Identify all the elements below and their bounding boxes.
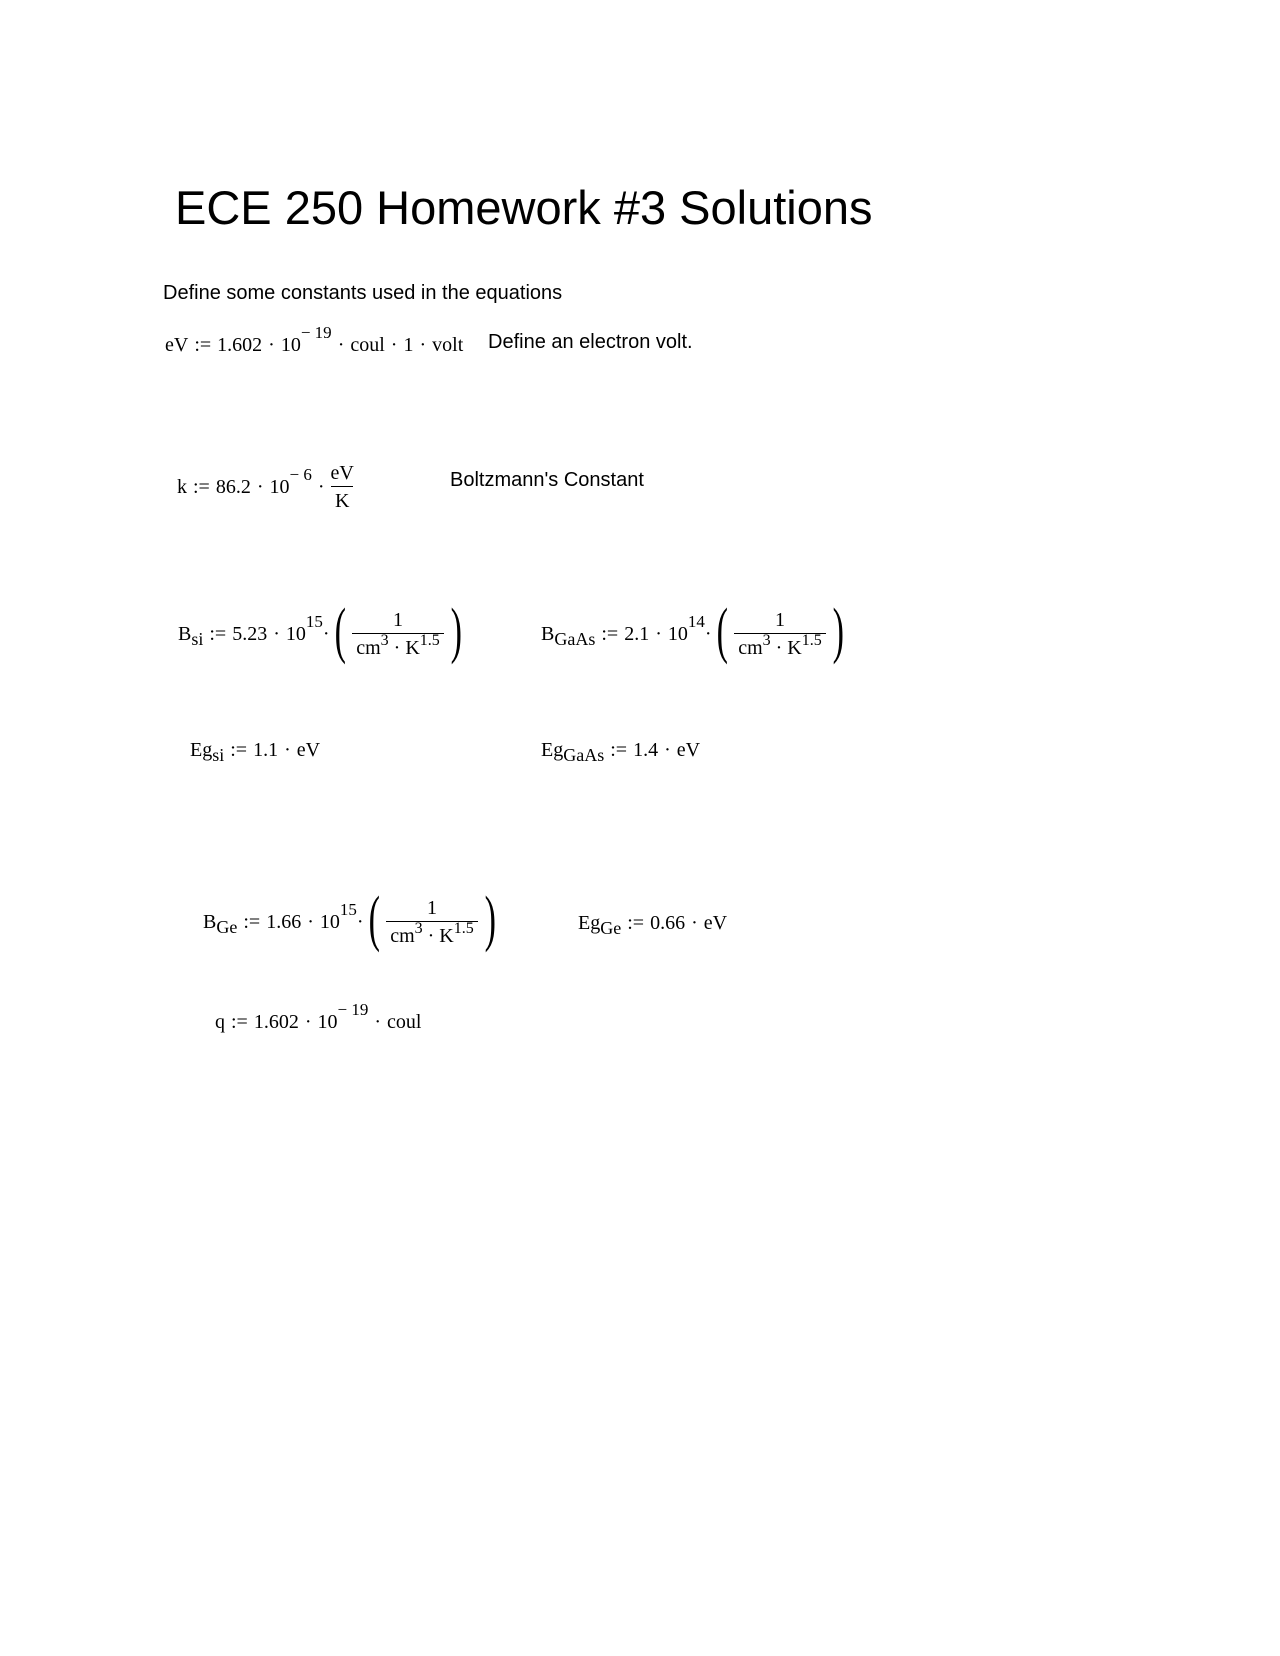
egsi-lhs: Eg — [190, 739, 213, 761]
k-fraction — [327, 463, 358, 511]
egge-assign: := — [627, 912, 645, 934]
egsi-dot: · — [284, 739, 291, 761]
eggaas-equation — [541, 735, 700, 765]
k-dot-2: · — [317, 476, 325, 498]
k-base: 10 — [269, 476, 290, 498]
bge-dot-2: · — [356, 911, 364, 933]
bgaas-base: 10 — [667, 623, 688, 645]
q-assign: := — [231, 1011, 248, 1033]
bge-equation — [203, 882, 500, 962]
bgaas-assign: := — [601, 623, 619, 645]
egge-unit: eV — [703, 912, 728, 934]
k-denominator: K — [331, 486, 353, 511]
egsi-value: 1.1 — [253, 739, 279, 761]
bgaas-den-k-exp: 1.5 — [801, 632, 822, 649]
egsi-unit: eV — [296, 739, 321, 761]
bgaas-den-k: K — [787, 637, 802, 659]
bgaas-left-paren: ( — [716, 597, 728, 665]
bge-numerator: 1 — [426, 897, 437, 919]
egge-subscript: Ge — [600, 918, 622, 938]
k-lhs: k — [177, 476, 187, 498]
q-exponent: − 19 — [337, 999, 369, 1019]
bgaas-right-paren: ) — [832, 597, 844, 665]
ev-mantissa: 1.602 — [217, 334, 263, 356]
bgaas-den-dot: · — [775, 637, 783, 659]
bsi-den-cm: cm — [356, 637, 381, 659]
bgaas-den-cm: cm — [738, 637, 763, 659]
ev-dot-2: · — [337, 334, 345, 356]
ev-unit-volt: volt — [432, 334, 464, 356]
ev-dot-4: · — [419, 334, 427, 356]
bsi-numerator: 1 — [392, 609, 403, 631]
k-equation — [177, 457, 360, 517]
q-equation — [215, 999, 422, 1042]
k-assign: := — [193, 476, 210, 498]
egge-equation — [578, 908, 727, 938]
egge-dot: · — [691, 912, 698, 934]
bsi-mantissa: 5.23 — [232, 623, 268, 645]
ev-unit-coul: coul — [350, 334, 385, 356]
q-dot-1: · — [304, 1011, 312, 1033]
bgaas-mantissa: 2.1 — [624, 623, 650, 645]
eggaas-dot: · — [664, 739, 671, 761]
ev-dot-1: · — [268, 334, 275, 356]
bsi-lhs: B — [178, 623, 192, 645]
ev-dot-3: · — [390, 334, 398, 356]
eggaas-subscript: GaAs — [563, 745, 605, 765]
bge-subscript: Ge — [216, 917, 238, 937]
bsi-den-cm-exp: 3 — [380, 632, 389, 649]
eggaas-unit: eV — [676, 739, 701, 761]
bgaas-exponent: 14 — [687, 611, 705, 631]
bgaas-denominator — [734, 633, 826, 658]
bsi-exponent: 15 — [305, 611, 323, 631]
bsi-equation — [178, 594, 466, 674]
bsi-subscript: si — [191, 629, 204, 649]
bge-left-paren: ( — [368, 885, 380, 953]
eggaas-value: 1.4 — [633, 739, 659, 761]
bge-den-cm: cm — [390, 925, 415, 947]
ev-note: Define an electron volt. — [488, 331, 693, 353]
egsi-equation — [190, 735, 320, 765]
bgaas-lhs: B — [541, 623, 555, 645]
q-unit: coul — [387, 1011, 422, 1033]
bgaas-den-cm-exp: 3 — [762, 632, 771, 649]
k-mantissa: 86.2 — [215, 476, 251, 498]
bsi-right-paren: ) — [450, 597, 462, 665]
q-mantissa: 1.602 — [253, 1011, 299, 1033]
ev-equation — [165, 322, 464, 365]
intro-text: Define some constants used in the equations — [163, 282, 563, 304]
bge-mantissa: 1.66 — [266, 911, 302, 933]
bge-exponent: 15 — [339, 899, 357, 919]
bgaas-numerator: 1 — [774, 609, 785, 631]
ev-one: 1 — [403, 334, 414, 356]
egge-lhs: Eg — [578, 912, 601, 934]
k-note: Boltzmann's Constant — [450, 469, 644, 491]
bsi-den-dot: · — [393, 637, 401, 659]
bge-right-paren: ) — [484, 885, 496, 953]
bge-den-dot: · — [427, 925, 435, 947]
bgaas-equation — [541, 594, 848, 674]
bge-denominator — [386, 921, 478, 946]
bsi-denominator — [352, 633, 444, 658]
bge-fraction — [386, 898, 478, 946]
ev-base: 10 — [280, 334, 301, 356]
bgaas-subscript: GaAs — [554, 629, 596, 649]
page-title: ECE 250 Homework #3 Solutions — [175, 181, 873, 234]
q-base: 10 — [317, 1011, 338, 1033]
egge-value: 0.66 — [650, 912, 686, 934]
bge-dot-1: · — [307, 911, 314, 933]
bsi-den-k: K — [405, 637, 420, 659]
egsi-subscript: si — [212, 745, 225, 765]
q-lhs: q — [215, 1011, 225, 1033]
egsi-assign: := — [230, 739, 248, 761]
q-dot-2: · — [374, 1011, 382, 1033]
bge-assign: := — [243, 911, 261, 933]
bsi-base: 10 — [285, 623, 306, 645]
bsi-left-paren: ( — [334, 597, 346, 665]
k-exponent: − 6 — [289, 464, 312, 484]
bge-den-cm-exp: 3 — [414, 920, 423, 937]
eggaas-lhs: Eg — [541, 739, 564, 761]
bgaas-fraction — [734, 610, 826, 658]
bgaas-dot-2: · — [704, 623, 712, 645]
ev-exponent: − 19 — [300, 322, 332, 342]
eggaas-assign: := — [610, 739, 628, 761]
bsi-assign: := — [209, 623, 227, 645]
bsi-den-k-exp: 1.5 — [419, 632, 440, 649]
bge-den-k-exp: 1.5 — [453, 920, 474, 937]
bsi-dot-2: · — [322, 623, 330, 645]
bsi-fraction — [352, 610, 444, 658]
bsi-dot-1: · — [273, 623, 280, 645]
ev-lhs: eV — [165, 334, 189, 356]
ev-assign: := — [194, 334, 212, 356]
bge-base: 10 — [319, 911, 340, 933]
bge-den-k: K — [439, 925, 454, 947]
bge-lhs: B — [203, 911, 217, 933]
k-numerator: eV — [330, 462, 354, 484]
k-dot-1: · — [256, 476, 264, 498]
bgaas-dot-1: · — [655, 623, 662, 645]
